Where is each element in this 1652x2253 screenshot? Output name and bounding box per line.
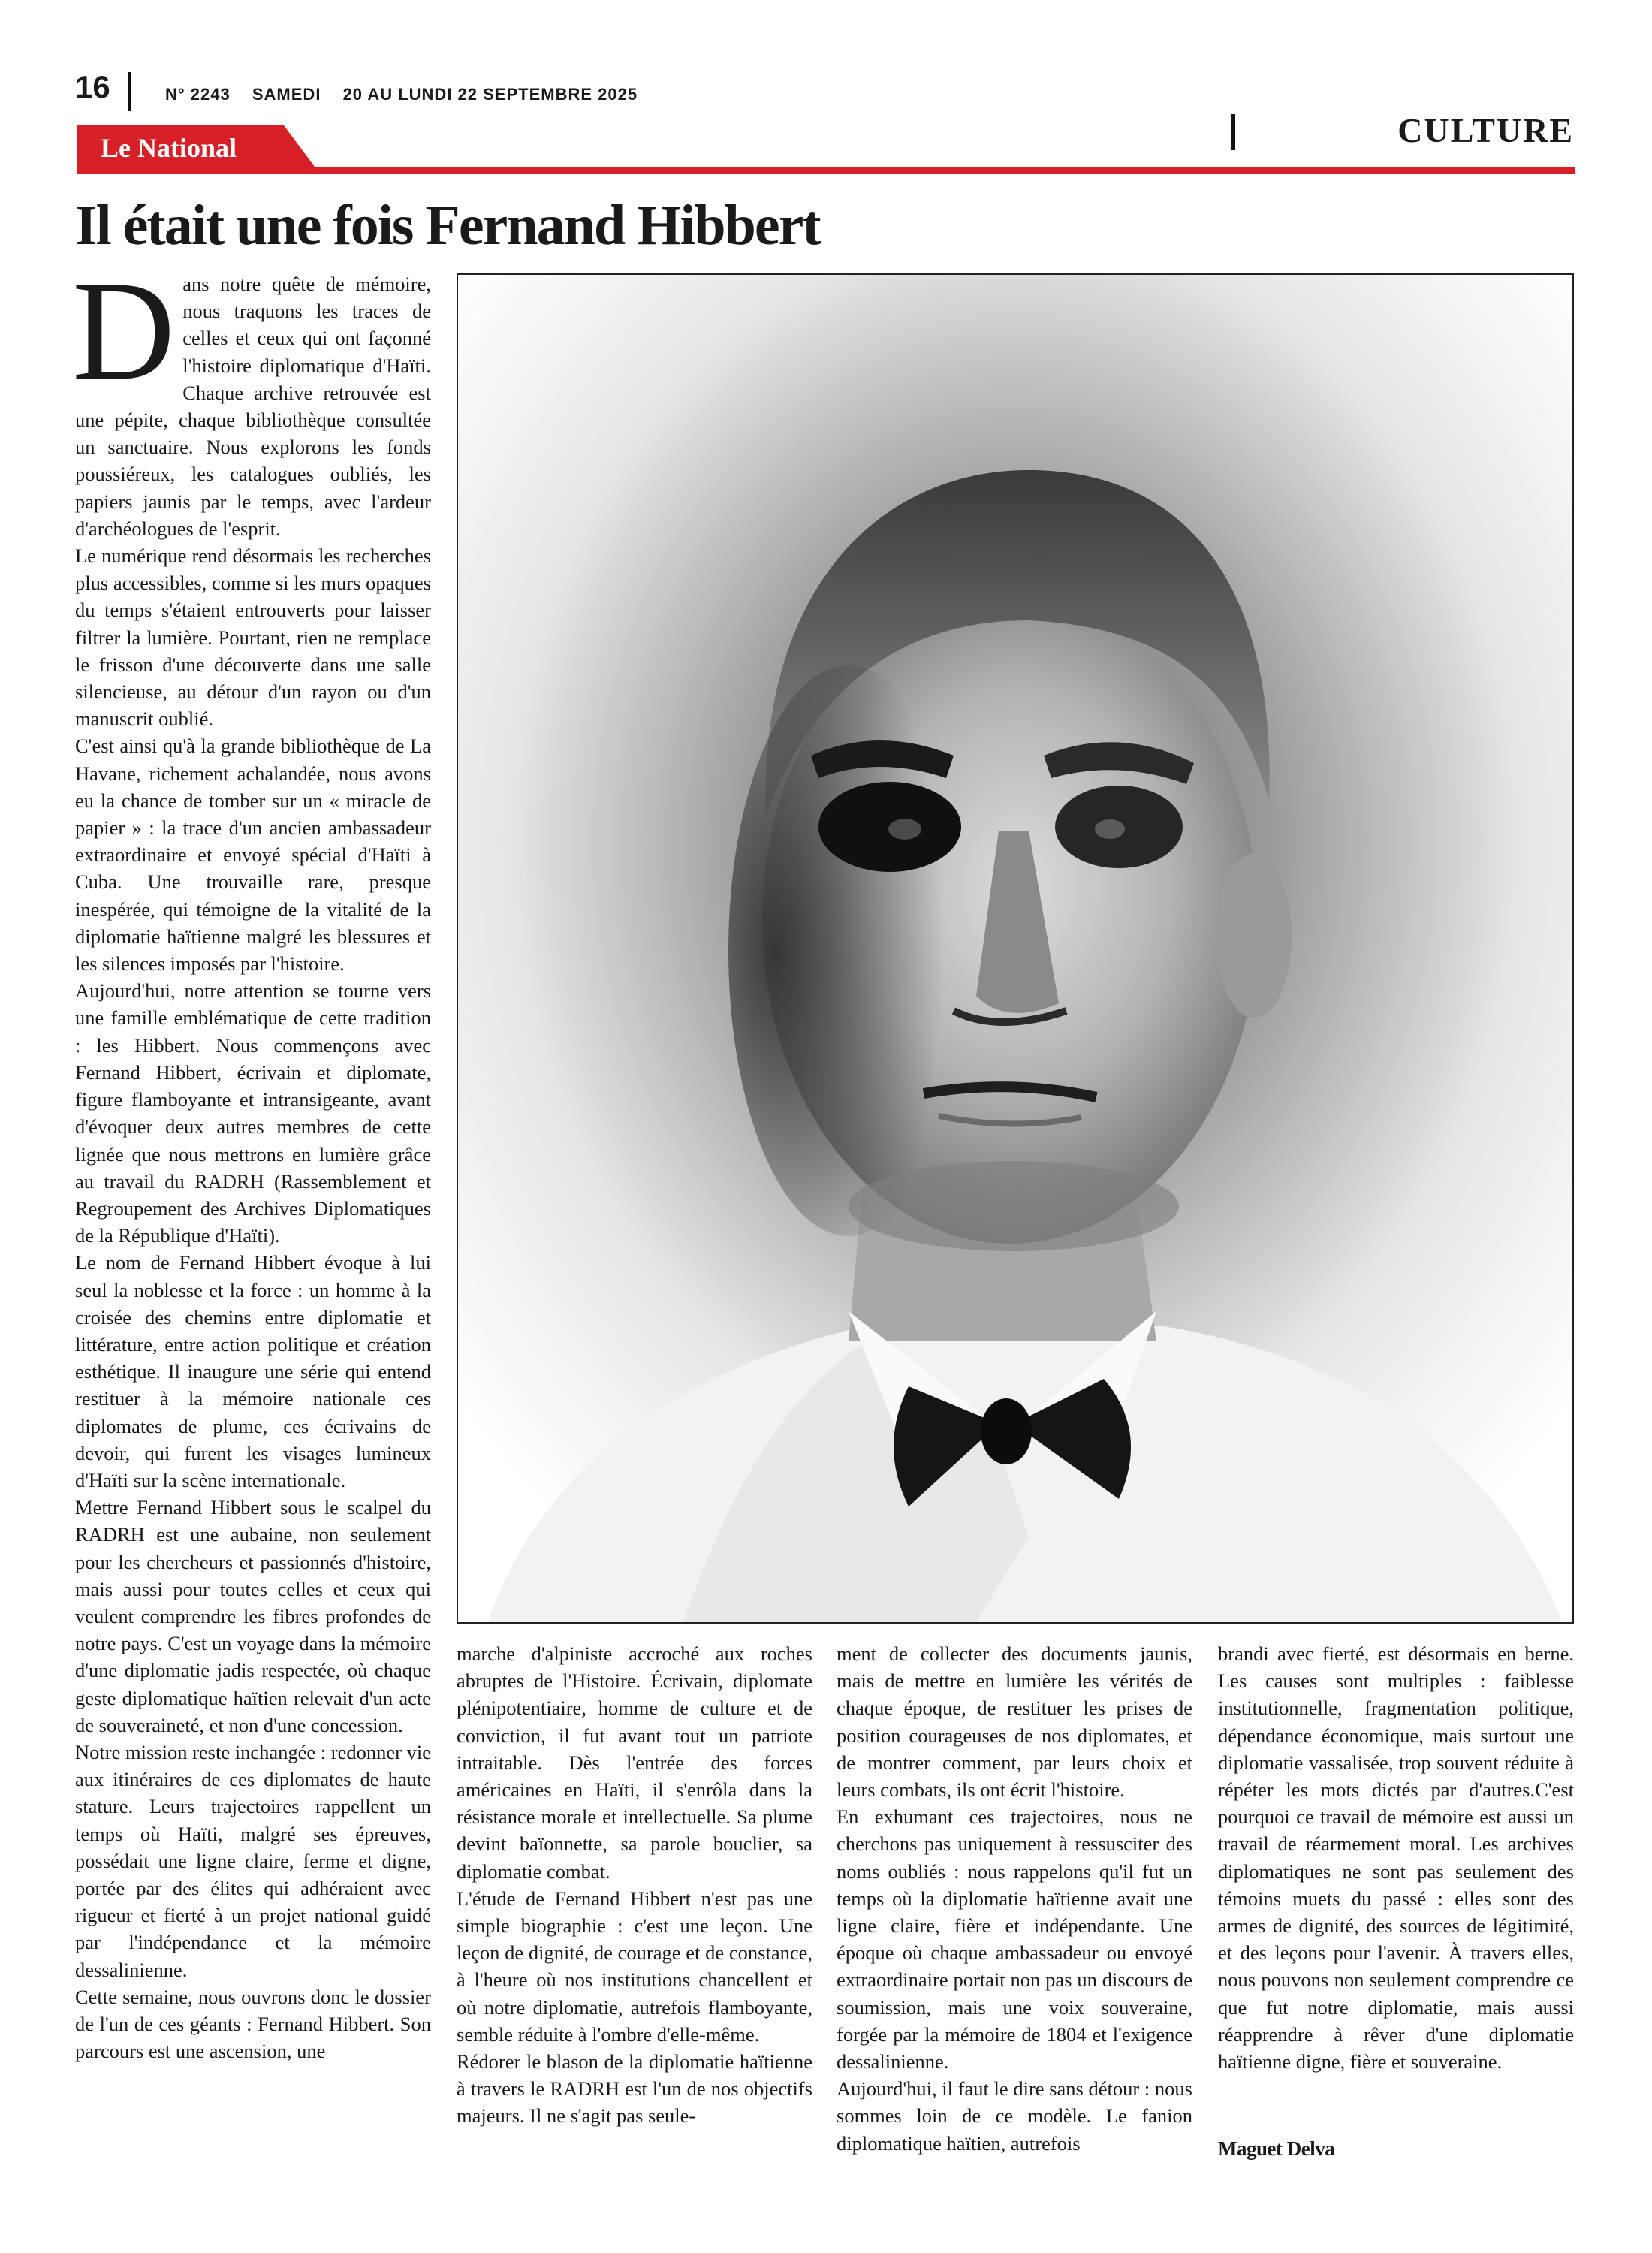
brand-name: Le National	[101, 133, 237, 163]
issue-number: N° 2243	[165, 85, 231, 104]
article-column-2	[457, 1640, 812, 2130]
article-paragraph: brandi avec fierté, est désormais en berne. Les causes sont multiples : faiblesse institutionnelle, fragmentation politique, dépendance économique, mais surtout une diplomatie vassalisée, trop souvent réduite à répéter les mots dictés par d'autres.C'est pourquoi ce travail de mémoire est aussi un travail de réarmement moral. Les archives diplomatiques ne sont pas seulement des témoins muets du passé : elles sont des armes de dignité, des sources de légitimité, et des leçons pour l'avenir. À travers elles, nous pouvons non seulement comprendre ce que fut notre diplomatie, mais aussi réapprendre à rêver d'une diplomatie haïtienne digne, fière et souveraine.	[1218, 1642, 1574, 2074]
article-paragraph: ment de collecter des documents jaunis, mais de mettre en lumière les vérités de chaque époque, de restituer les prises de position courageuses de nos diplomates, et de montrer comment, par leurs choix et leurs combats, ils ont écrit l'histoire.	[837, 1642, 1192, 1802]
issue-day: SAMEDI	[252, 85, 321, 104]
issue-date: 20 AU LUNDI 22 SEPTEMBRE 2025	[342, 85, 638, 104]
article-paragraph: Mettre Fernand Hibbert sous le scalpel du RADRH est une aubaine, non seulement pour les chercheurs et passionnés d'histoire, mais aussi pour toutes celles et ceux qui veulent comprendre les fibres profondes de notre pays. C'est un voyage dans la mémoire d'une diplomatie jadis respectée, où chaque geste diplomatique haïtien relevait d'un acte de souveraineté, et non d'une concession.	[75, 1496, 431, 1736]
article-paragraph: Notre mission reste inchangée : redonner vie aux itinéraires de ces diplomates de haute stature. Leurs trajectoires rappellent un temps où Haïti, malgré ses épreuves, possédait une ligne claire, ferme et digne, portée par des élites qui adhéraient avec rigueur et fierté à un projet national guidé par l'indépendance et la mémoire dessalinienne.	[75, 1740, 431, 1981]
article-paragraph: Le numérique rend désormais les recherches plus accessibles, comme si les murs opaques du temps s'étaient entrouverts pour laisser filtrer la lumière. Pourtant, rien ne remplace le frisson d'une découverte dans une salle silencieuse, au détour d'un rayon ou d'un manuscrit oublié.	[75, 544, 431, 731]
article-paragraph: En exhumant ces trajectoires, nous ne cherchons pas uniquement à ressusciter des noms oubliés : nous rappelons qu'il fut un temps où la diplomatie haïtienne avait une ligne claire, fière et indépendante. Une époque où chaque ambassadeur ou envoyé extraordinaire portait non pas un discours de soumission, mais une voix souveraine, forgée par la mémoire de 1804 et l'exigence dessalinienne.	[837, 1805, 1192, 2074]
article-paragraph	[72, 252, 431, 542]
article-column-3	[837, 1640, 1192, 2157]
article-column-1	[72, 252, 431, 2193]
article-paragraph: C'est ainsi qu'à la grande bibliothèque de La Havane, richement achalandée, nous avons eu la chance de tomber sur un « miracle de papier » : la trace d'un ancien ambassadeur extraordinaire et envoyé spécial d'Haïti à Cuba. Une trouvaille rare, presque inespérée, qui témoigne de la vitalité de la diplomatie haïtienne malgré les blessures et les silences imposés par l'histoire.	[75, 734, 431, 976]
drop-cap: D	[72, 252, 176, 410]
article-paragraph: Le nom de Fernand Hibbert évoque à lui seul la noblesse et la force : un homme à la croisée des chemins entre diplomatie et littérature, entre action politique et création esthétique. Il inaugure une série qui entend restituer à la mémoire nationale ces diplomates de plume, ces écrivains de devoir, qui furent les visages lumineux d'Haïti sur la scène internationale.	[75, 1251, 431, 1491]
issue-info	[165, 84, 654, 105]
header-rule	[77, 167, 1575, 174]
article-paragraph: Cette semaine, nous ouvrons donc le dossier de l'un de ces géants : Fernand Hibbert. Son parcours est une ascension, une	[75, 1985, 431, 2063]
article-paragraph: marche d'alpiniste accroché aux roches abruptes de l'Histoire. Écrivain, diplomate plénipotentiaire, homme de culture et de conviction, il fut avant tout un patriote intraitable. Dès l'entrée des forces américaines en Haïti, il s'enrôla dans la résistance morale et intellectuelle. Sa plume devint baïonnette, sa parole bouclier, sa diplomatie combat.	[457, 1642, 812, 1883]
portrait-illustration	[458, 275, 1572, 1622]
page-number: 16	[75, 69, 110, 104]
section-label: CULTURE	[1397, 111, 1574, 149]
article-column-4	[1218, 1640, 1574, 2075]
paragraph-text: ans notre quête de mémoire, nous traquons les traces de celles et ceux qui ont façonné l'histoire diplomatique d'Haïti. Chaque archive retrouvée est une pépite, chaque bibliothèque consultée un sanctuaire. Nous explorons les fonds poussiéreux, les catalogues oubliés, les papiers jaunis par le temps, avec l'ardeur d'archéologues de l'esprit.	[75, 273, 431, 540]
article-title: Il était une fois Fernand Hibbert	[75, 194, 820, 257]
article-paragraph: Rédorer le blason de la diplomatie haïtienne à travers le RADRH est l'un de nos objectifs majeurs. Il ne s'agit pas seule-	[457, 2050, 812, 2128]
author-byline: Maguet Delva	[1218, 2137, 1335, 2160]
section-divider	[1231, 114, 1235, 150]
article-paragraph: Aujourd'hui, il faut le dire sans détour : nous sommes loin de ce modèle. Le fanion diplomatique haïtien, autrefois	[837, 2077, 1192, 2155]
article-paragraph: L'étude de Fernand Hibbert n'est pas une simple biographie : c'est une leçon. Une leçon de dignité, de courage et de constance, à l'heure où nos institutions chancellent et où notre diplomatie, autrefois flamboyante, semble réduite à l'ombre d'elle-même.	[457, 1887, 812, 2046]
portrait-photo	[457, 273, 1574, 1624]
article-paragraph: Aujourd'hui, notre attention se tourne vers une famille emblématique de cette tradition : les Hibbert. Nous commençons avec Fernand Hibbert, écrivain et diplomate, figure flamboyante et intransigeante, avant d'évoquer deux autres membres de cette lignée que nous mettrons en lumière grâce au travail du RADRH (Rassemblement et Regroupement des Archives Diplomatiques de la République d'Haïti).	[75, 979, 431, 1247]
page-number-divider	[128, 72, 131, 111]
